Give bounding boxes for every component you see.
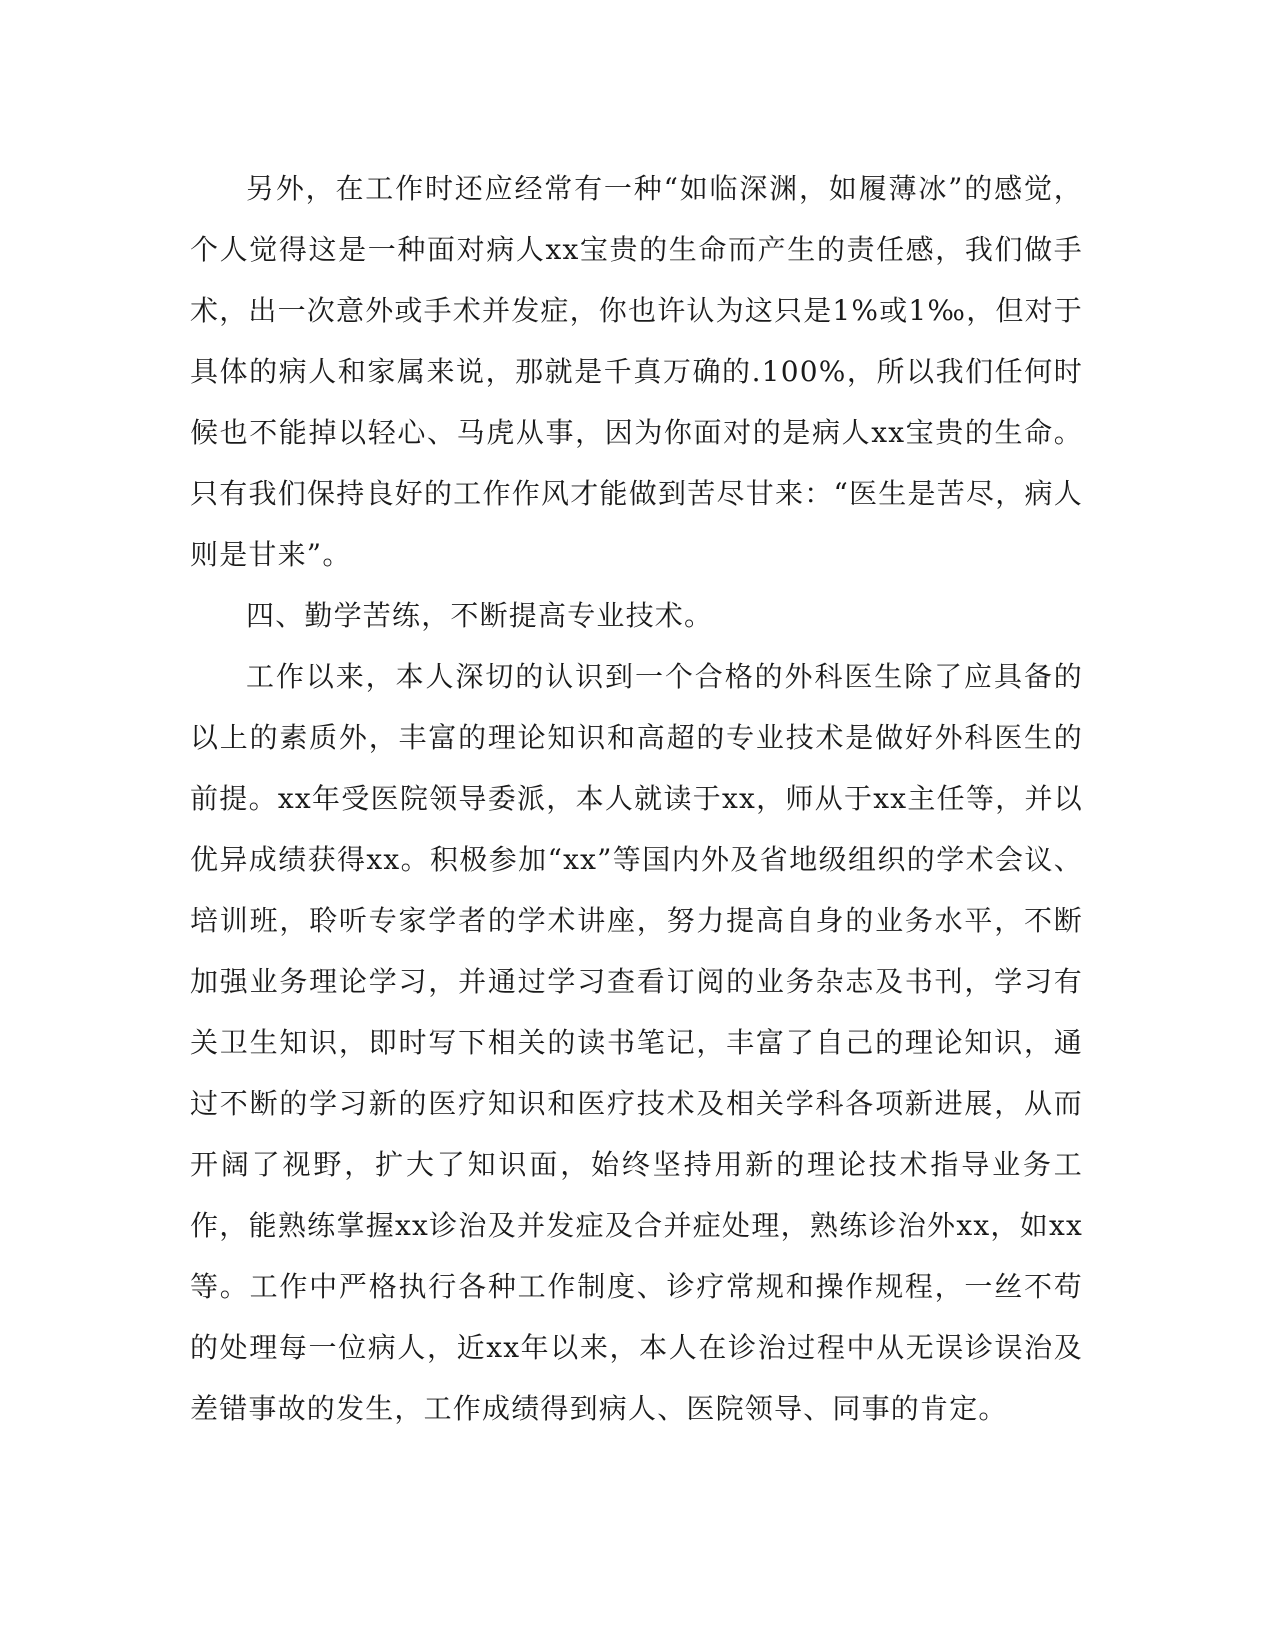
document-body [190,158,1083,1439]
section-heading-study: 四、勤学苦练，不断提高专业技术。 [246,599,714,632]
paragraph-responsibility: 另外，在工作时还应经常有一种“如临深渊，如履薄冰”的感觉，个人觉得这是一种面对病人xx宝贵的生命而产生的责任感，我们做手术，出一次意外或手术并发症，你也许认为这只是1%或1‰，但对于具体的病人和家属来说，那就是千真万确的.100%，所以我们任何时候也不能掉以轻心、马虎从事，因为你面对的是病人xx宝贵的生命。只有我们保持良好的工作作风才能做到苦尽甘来：“医生是苦尽，病人则是甘来”。 [190,172,1084,571]
paragraph-professional-skills: 工作以来，本人深切的认识到一个合格的外科医生除了应具备的以上的素质外，丰富的理论知识和高超的专业技术是做好外科医生的前提。xx年受医院领导委派，本人就读于xx，师从于xx主任等，并以优异成绩获得xx。积极参加“xx”等国内外及省地级组织的学术会议、培训班，聆听专家学者的学术讲座，努力提高自身的业务水平，不断加强业务理论学习，并通过学习查看订阅的业务杂志及书刊，学习有关卫生知识，即时写下相关的读书笔记，丰富了自己的理论知识，通过不断的学习新的医疗知识和医疗技术及相关学科各项新进展，从而开阔了视野，扩大了知识面，始终坚持用新的理论技术指导业务工作，能熟练掌握xx诊治及并发症及合并症处理，熟练诊治外xx，如xx等。工作中严格执行各种工作制度、诊疗常规和操作规程，一丝不苟的处理每一位病人，近xx年以来，本人在诊治过程中从无误诊误治及差错事故的发生，工作成绩得到病人、医院领导、同事的肯定。 [190,660,1083,1425]
